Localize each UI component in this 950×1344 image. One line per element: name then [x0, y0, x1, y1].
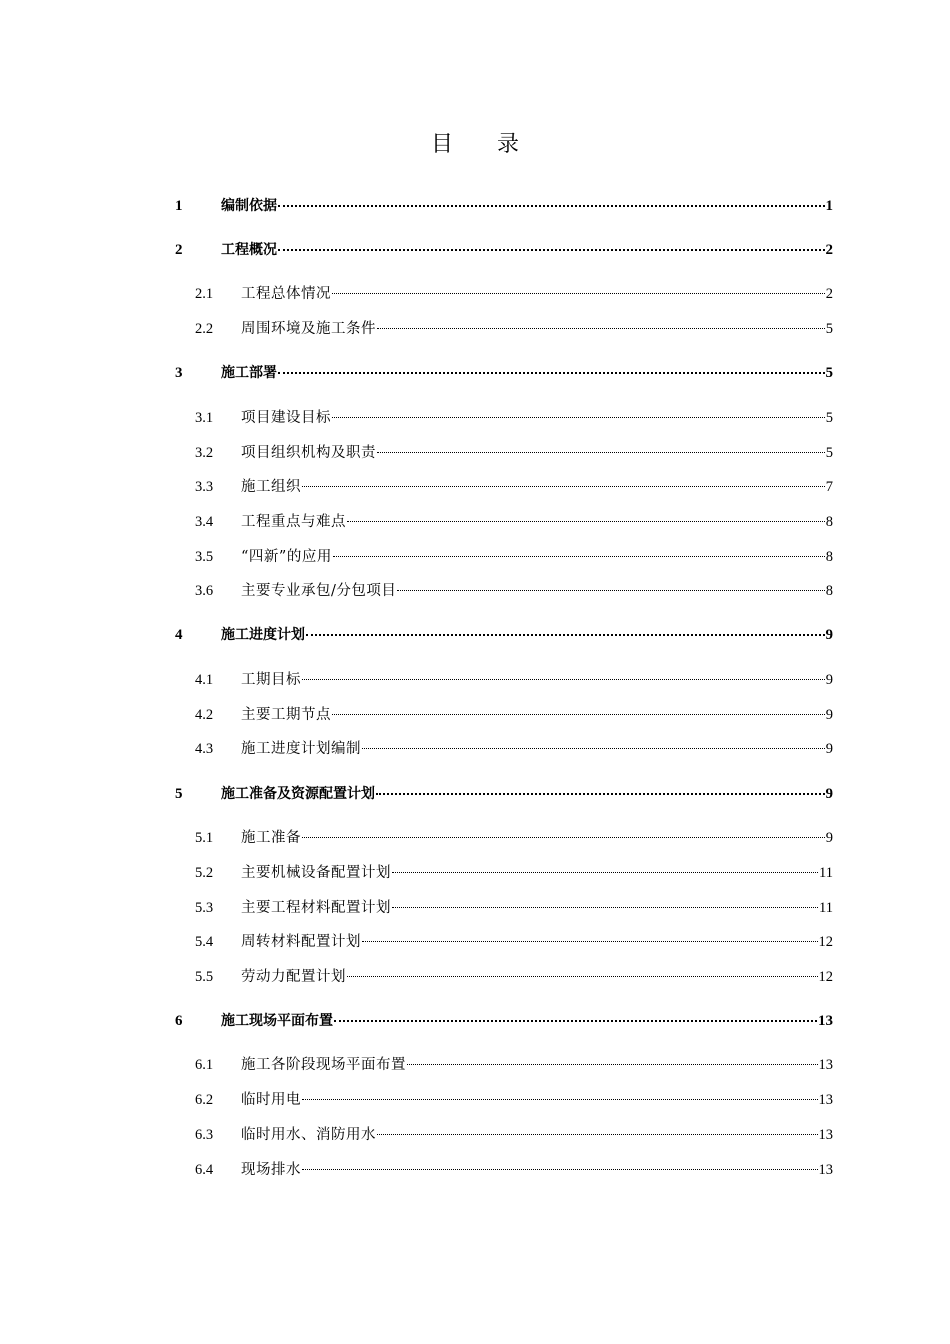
toc-entry-label: 工程总体情况 — [241, 286, 331, 302]
toc-entry-number: 5.2 — [195, 865, 214, 881]
toc-entry-section[interactable] — [195, 1055, 833, 1075]
toc-dot-leader — [302, 677, 825, 680]
toc-entry-page-number: 9 — [825, 672, 833, 688]
toc-entry-chapter[interactable] — [175, 240, 833, 260]
toc-entry-page-number: 13 — [818, 1127, 833, 1143]
toc-entry-label: 临时用电 — [241, 1092, 301, 1108]
toc-entry-number: 4.2 — [195, 707, 214, 723]
toc-entry-section[interactable] — [195, 705, 833, 725]
toc-entry-page-number: 13 — [818, 1092, 833, 1108]
toc-dot-leader — [377, 450, 825, 453]
toc-entry-number: 2.2 — [195, 321, 214, 337]
toc-entry-page-number: 11 — [819, 900, 833, 916]
toc-entry-section[interactable] — [195, 547, 833, 567]
toc-entry-label: 主要工期节点 — [241, 707, 331, 723]
toc-dot-leader — [278, 203, 825, 207]
toc-entry-number: 3.5 — [195, 549, 214, 565]
toc-entry-page-number: 9 — [825, 741, 833, 757]
toc-dot-leader — [377, 326, 825, 329]
toc-entry-label: 编制依据 — [221, 198, 277, 214]
toc-entry-label: 工程重点与难点 — [241, 514, 346, 530]
toc-dot-leader — [302, 1167, 818, 1170]
toc-entry-chapter[interactable] — [175, 1011, 833, 1031]
toc-entry-number: 6.2 — [195, 1092, 214, 1108]
toc-entry-label: 施工进度计划编制 — [241, 741, 361, 757]
toc-dot-leader — [332, 291, 825, 294]
toc-entry-number: 2 — [175, 242, 183, 258]
toc-entry-section[interactable] — [195, 670, 833, 690]
toc-title-right-char: 录 — [497, 132, 520, 157]
toc-entry-label: 施工部署 — [221, 365, 277, 381]
toc-dot-leader — [334, 1018, 817, 1022]
toc-entry-label: 施工进度计划 — [221, 627, 305, 643]
toc-entry-label: 工期目标 — [241, 672, 301, 688]
toc-entry-number: 1 — [175, 198, 183, 214]
toc-entry-number: 3.1 — [195, 410, 214, 426]
toc-entry-page-number: 13 — [818, 1013, 833, 1029]
toc-entry-number: 4.3 — [195, 741, 214, 757]
toc-entry-number: 3.4 — [195, 514, 214, 530]
toc-entry-page-number: 9 — [825, 707, 833, 723]
toc-entry-section[interactable] — [195, 443, 833, 463]
toc-entry-label: 工程概况 — [221, 242, 277, 258]
toc-entry-page-number: 5 — [825, 445, 833, 461]
toc-entry-number: 4 — [175, 627, 183, 643]
toc-dot-leader — [392, 905, 818, 908]
toc-entry-number: 6.1 — [195, 1057, 214, 1073]
toc-entry-section[interactable] — [195, 1090, 833, 1110]
toc-entry-page-number: 1 — [825, 198, 833, 214]
toc-entry-number: 3.3 — [195, 479, 214, 495]
toc-entry-number: 5.5 — [195, 969, 214, 985]
toc-entry-section[interactable] — [195, 967, 833, 987]
toc-dot-leader — [362, 746, 825, 749]
toc-dot-leader — [333, 554, 825, 557]
toc-dot-leader — [347, 519, 825, 522]
toc-dot-leader — [362, 939, 818, 942]
toc-entry-section[interactable] — [195, 863, 833, 883]
toc-entry-page-number: 7 — [825, 479, 833, 495]
toc-entry-page-number: 13 — [818, 1162, 833, 1178]
toc-entry-section[interactable] — [195, 1160, 833, 1180]
toc-dot-leader — [407, 1062, 818, 1065]
toc-entry-page-number: 9 — [825, 830, 833, 846]
toc-entry-number: 2.1 — [195, 286, 214, 302]
toc-entry-page-number: 9 — [825, 786, 833, 802]
toc-entry-label: 现场排水 — [241, 1162, 301, 1178]
toc-dot-leader — [306, 632, 825, 636]
toc-entry-page-number: 12 — [818, 969, 833, 985]
toc-entry-section[interactable] — [195, 477, 833, 497]
toc-entry-label: 项目组织机构及职责 — [241, 445, 376, 461]
toc-dot-leader — [278, 247, 825, 251]
toc-entry-number: 3.2 — [195, 445, 214, 461]
toc-entry-page-number: 8 — [825, 514, 833, 530]
toc-entry-label: 施工准备 — [241, 830, 301, 846]
toc-entry-label: 临时用水、消防用水 — [241, 1127, 376, 1143]
toc-entry-page-number: 5 — [825, 365, 833, 381]
toc-entry-page-number: 5 — [825, 410, 833, 426]
toc-entry-section[interactable] — [195, 284, 833, 304]
toc-entry-number: 5.4 — [195, 934, 214, 950]
toc-dot-leader — [397, 588, 824, 591]
toc-entry-number: 6 — [175, 1013, 183, 1029]
toc-entry-section[interactable] — [195, 828, 833, 848]
toc-entry-chapter[interactable] — [175, 196, 833, 216]
toc-entry-section[interactable] — [195, 408, 833, 428]
toc-entry-number: 3 — [175, 365, 183, 381]
toc-entry-label: 施工各阶段现场平面布置 — [241, 1057, 406, 1073]
toc-entry-page-number: 5 — [825, 321, 833, 337]
toc-entry-section[interactable] — [195, 1125, 833, 1145]
toc-title-left-char: 目 — [430, 132, 453, 157]
toc-dot-leader — [377, 1132, 818, 1135]
toc-dot-leader — [278, 370, 825, 374]
toc-entry-section[interactable] — [195, 512, 833, 532]
toc-entry-label: 主要机械设备配置计划 — [241, 865, 391, 881]
toc-entry-number: 6.4 — [195, 1162, 214, 1178]
toc-dot-leader — [302, 1097, 818, 1100]
toc-entry-number: 5 — [175, 786, 183, 802]
toc-entry-page-number: 2 — [825, 286, 833, 302]
toc-entry-chapter[interactable] — [175, 784, 833, 804]
toc-dot-leader — [302, 835, 825, 838]
toc-dot-leader — [347, 974, 818, 977]
toc-entry-label: 施工准备及资源配置计划 — [221, 786, 375, 802]
toc-entry-label: 施工现场平面布置 — [221, 1013, 333, 1029]
toc-entry-number: 3.6 — [195, 583, 214, 599]
toc-entry-label: 主要工程材料配置计划 — [241, 900, 391, 916]
toc-entry-section[interactable] — [195, 739, 833, 759]
toc-entry-page-number: 8 — [825, 549, 833, 565]
toc-entry-section[interactable] — [195, 932, 833, 952]
toc-dot-leader — [376, 791, 825, 795]
toc-entry-page-number: 2 — [825, 242, 833, 258]
toc-entry-label: 施工组织 — [241, 479, 301, 495]
toc-entry-page-number: 11 — [819, 865, 833, 881]
toc-dot-leader — [392, 870, 818, 873]
toc-entry-page-number: 12 — [818, 934, 833, 950]
toc-dot-leader — [332, 415, 825, 418]
toc-dot-leader — [332, 712, 825, 715]
toc-entry-page-number: 8 — [825, 583, 833, 599]
toc-dot-leader — [302, 484, 825, 487]
toc-entry-chapter[interactable] — [175, 625, 833, 645]
toc-entry-label: 项目建设目标 — [241, 410, 331, 426]
toc-entry-number: 4.1 — [195, 672, 214, 688]
toc-entry-section[interactable] — [195, 898, 833, 918]
toc-entry-chapter[interactable] — [175, 363, 833, 383]
toc-entry-section[interactable] — [195, 581, 833, 601]
toc-entry-section[interactable] — [195, 319, 833, 339]
toc-entry-label: 劳动力配置计划 — [241, 969, 346, 985]
toc-entry-number: 5.3 — [195, 900, 214, 916]
toc-entry-number: 6.3 — [195, 1127, 214, 1143]
toc-entry-page-number: 13 — [818, 1057, 833, 1073]
toc-entry-label: “四新”的应用 — [241, 549, 332, 565]
toc-entry-label: 周围环境及施工条件 — [241, 321, 376, 337]
toc-title — [0, 130, 950, 160]
toc-entry-label: 周转材料配置计划 — [241, 934, 361, 950]
toc-entry-number: 5.1 — [195, 830, 214, 846]
toc-entry-label: 主要专业承包/分包项目 — [241, 583, 397, 599]
toc-entry-page-number: 9 — [825, 627, 833, 643]
